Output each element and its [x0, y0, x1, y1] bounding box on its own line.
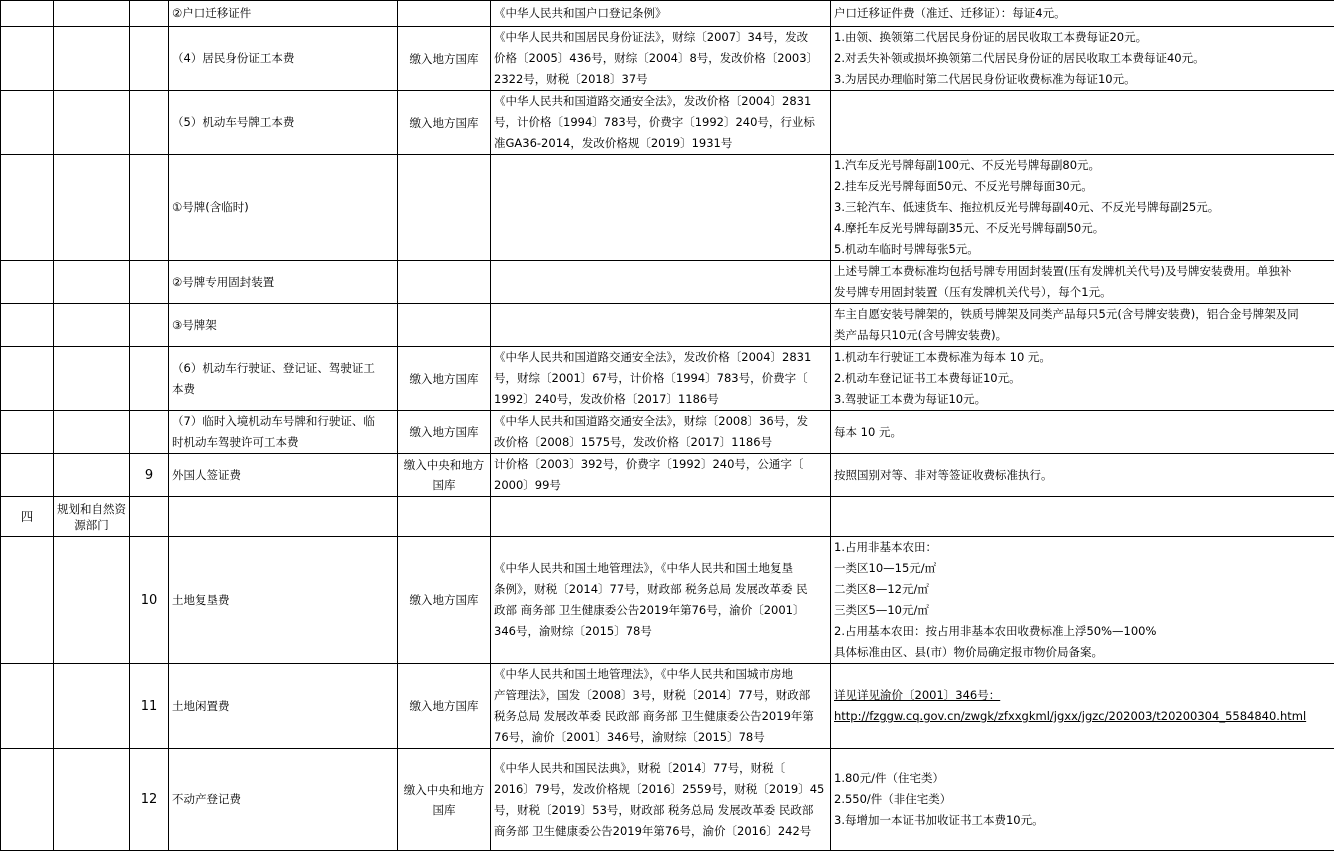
- fee-standard-cell: [831, 664, 1334, 749]
- fee-standard-cell: [831, 304, 1334, 347]
- item-name-cell: [169, 304, 398, 347]
- fee-standard-cell-line: 2.对丢失补领或损坏换领第二代居民身份证的居民收取工本费每证40元。: [834, 48, 1331, 69]
- legal-basis-cell: [491, 749, 831, 851]
- department-cell: [54, 27, 130, 91]
- destination-cell: [398, 411, 491, 454]
- item-name-cell: [169, 537, 398, 664]
- item-number-cell: [130, 27, 169, 91]
- fee-standard-cell-line: 三类区5—10元/㎡: [834, 600, 1331, 621]
- fee-standard-cell: [831, 261, 1334, 304]
- destination-cell-line: 缴入地方国库: [410, 372, 479, 386]
- legal-basis-cell: [491, 27, 831, 91]
- destination-cell-line: 国库: [433, 478, 456, 492]
- fee-standard-cell-line: 1.汽车反光号牌每副100元、不反光号牌每副80元。: [834, 155, 1331, 176]
- section-index-cell: [1, 155, 54, 261]
- section-index-cell: [1, 347, 54, 411]
- legal-basis-cell-line: 产管理法》，国发〔2008〕3号，财税〔2014〕77号，财政部: [494, 685, 827, 706]
- fee-standard-cell: [831, 454, 1334, 497]
- item-name-cell: [169, 347, 398, 411]
- fee-standard-cell: [831, 27, 1334, 91]
- legal-basis-cell-line: 《中华人民共和国道路交通安全法》，财综〔2008〕36号，发: [494, 411, 827, 432]
- legal-basis-cell: [491, 347, 831, 411]
- legal-basis-cell: [491, 664, 831, 749]
- fee-standard-cell-line: 1.占用非基本农田：: [834, 537, 1331, 558]
- department-cell: [54, 261, 130, 304]
- department-cell: [54, 1, 130, 27]
- section-index-cell: [1, 304, 54, 347]
- item-name-cell-line: 土地复垦费: [172, 590, 394, 611]
- fee-standard-cell-line: 类产品每只10元(含号牌安装费)。: [834, 325, 1331, 346]
- legal-basis-cell: [491, 155, 831, 261]
- department-cell: [54, 304, 130, 347]
- legal-basis-cell-line: 号，计价格〔1994〕783号，价费字〔1992〕240号，行业标: [494, 112, 827, 133]
- legal-basis-cell: [491, 411, 831, 454]
- table-row: [1, 664, 1334, 749]
- department-cell: [54, 537, 130, 664]
- section-index-cell: 四: [1, 497, 54, 537]
- fee-standard-cell: [831, 1, 1334, 27]
- fee-standard-cell: [831, 749, 1334, 851]
- legal-basis-cell-line: 改价格〔2008〕1575号，发改价格〔2017〕1186号: [494, 432, 827, 453]
- fee-standard-cell: [831, 347, 1334, 411]
- item-name-cell-line: ②户口迁移证件: [172, 3, 394, 24]
- item-number-cell: [130, 411, 169, 454]
- legal-basis-cell-line: 《中华人民共和国民法典》，财税〔2014〕77号，财税〔: [494, 758, 827, 779]
- destination-cell-line: 缴入地方国库: [410, 593, 479, 607]
- section-index-cell: [1, 749, 54, 851]
- section-index-cell: [1, 261, 54, 304]
- table-row: [1, 537, 1334, 664]
- fee-standard-cell-line: 2.机动车登记证书工本费每证10元。: [834, 368, 1331, 389]
- section-index-cell: [1, 537, 54, 664]
- department-cell: [54, 454, 130, 497]
- section-index-cell: [1, 411, 54, 454]
- destination-cell: [398, 155, 491, 261]
- legal-basis-cell-line: 2016〕79号，发改价格规〔2016〕2559号，财税〔2019〕45: [494, 779, 827, 800]
- destination-cell: [398, 347, 491, 411]
- item-number-cell: 11: [130, 664, 169, 749]
- destination-cell: [398, 497, 491, 537]
- item-name-cell: [169, 664, 398, 749]
- fee-standard-cell-line: 3.驾驶证工本费为每证10元。: [834, 389, 1331, 410]
- item-name-cell: [169, 1, 398, 27]
- item-name-cell-line: 土地闲置费: [172, 696, 394, 717]
- legal-basis-cell-line: 号，财税〔2019〕53号，财政部 税务总局 发展改革委 民政部: [494, 800, 827, 821]
- fee-standard-cell-line: 1.80元/件（住宅类）: [834, 768, 1331, 789]
- department-cell: [54, 347, 130, 411]
- legal-basis-cell-line: 1992〕240号，发改价格〔2017〕1186号: [494, 389, 827, 410]
- item-name-cell-line: 不动产登记费: [172, 789, 394, 810]
- destination-cell-line: 缴入地方国库: [410, 425, 479, 439]
- table-row: [1, 1, 1334, 27]
- legal-basis-cell-line: 《中华人民共和国土地管理法》，《中华人民共和国城市房地: [494, 664, 827, 685]
- fee-standard-cell-line: 1.由领、换领第二代居民身份证的居民收取工本费每证20元。: [834, 27, 1331, 48]
- legal-basis-cell-line: 2000〕99号: [494, 475, 827, 496]
- destination-cell: [398, 454, 491, 497]
- department-cell: [54, 155, 130, 261]
- section-index-cell: [1, 27, 54, 91]
- fee-standard-cell-line: 3.每增加一本证书加收证书工本费10元。: [834, 810, 1331, 831]
- legal-basis-cell-line: 价格〔2005〕436号，财综〔2004〕8号，发改价格〔2003〕: [494, 48, 827, 69]
- section-index-cell: [1, 1, 54, 27]
- legal-basis-cell-line: 号，财综〔2001〕67号，计价格〔1994〕783号，价费字〔: [494, 368, 827, 389]
- fee-standard-cell-line: 具体标准由区、县(市）物价局确定报市物价局备案。: [834, 642, 1331, 663]
- destination-cell: [398, 304, 491, 347]
- section-index-cell: [1, 454, 54, 497]
- item-number-cell: [130, 91, 169, 155]
- item-number-cell: [130, 1, 169, 27]
- item-name-cell-line: 时机动车驾驶许可工本费: [172, 432, 394, 453]
- fee-standard-cell-line: 3.为居民办理临时第二代居民身份证收费标准为每证10元。: [834, 69, 1331, 90]
- item-number-cell: [130, 497, 169, 537]
- item-number-cell: [130, 347, 169, 411]
- destination-cell: [398, 27, 491, 91]
- item-number-cell: 10: [130, 537, 169, 664]
- item-name-cell-line: ①号牌(含临时): [172, 197, 394, 218]
- destination-cell-line: 国库: [433, 803, 456, 817]
- item-name-cell: [169, 454, 398, 497]
- item-name-cell: [169, 91, 398, 155]
- legal-basis-cell-line: 准GA36-2014，发改价格规〔2019〕1931号: [494, 133, 827, 154]
- fee-standard-cell-line: 1.机动车行驶证工本费标准为每本 10 元。: [834, 347, 1331, 368]
- table-row: [1, 304, 1334, 347]
- table-row: [1, 261, 1334, 304]
- fee-standard-cell: [831, 411, 1334, 454]
- item-number-cell: 12: [130, 749, 169, 851]
- legal-basis-cell: [491, 454, 831, 497]
- destination-cell-line: 缴入中央和地方: [404, 458, 485, 472]
- table-row: [1, 454, 1334, 497]
- fee-standard-cell: [831, 155, 1334, 261]
- legal-basis-cell-line: 政部 商务部 卫生健康委公告2019年第76号，渝价〔2001〕: [494, 600, 827, 621]
- legal-basis-cell-line: 《中华人民共和国居民身份证法》，财综〔2007〕34号，发改: [494, 27, 827, 48]
- destination-cell: [398, 91, 491, 155]
- item-number-cell: [130, 304, 169, 347]
- fee-standard-cell-line: 4.摩托车反光号牌每副35元、不反光号牌每副50元。: [834, 218, 1331, 239]
- legal-basis-cell: [491, 537, 831, 664]
- item-name-cell-line: （7）临时入境机动车号牌和行驶证、临: [172, 411, 394, 432]
- fee-standard-cell: [831, 91, 1334, 155]
- table-row: [1, 749, 1334, 851]
- fee-standard-cell-line: 发号牌专用固封装置（压有发牌机关代号），每个1元。: [834, 282, 1331, 303]
- legal-basis-cell-line: 346号，渝财综〔2015〕78号: [494, 621, 827, 642]
- destination-cell: [398, 1, 491, 27]
- item-name-cell-line: ③号牌架: [172, 315, 394, 336]
- destination-cell: [398, 749, 491, 851]
- legal-basis-cell: [491, 1, 831, 27]
- legal-basis-cell-line: 2322号，财税〔2018〕37号: [494, 69, 827, 90]
- item-name-cell: [169, 261, 398, 304]
- item-name-cell: [169, 27, 398, 91]
- fee-standard-cell: [831, 537, 1334, 664]
- legal-basis-cell: [491, 304, 831, 347]
- legal-basis-cell-line: 《中华人民共和国户口登记条例》: [494, 3, 827, 24]
- item-number-cell: [130, 261, 169, 304]
- item-name-cell: [169, 749, 398, 851]
- fee-standard-cell: [831, 497, 1334, 537]
- fee-standard-cell-line: 按照国别对等、非对等签证收费标准执行。: [834, 465, 1331, 486]
- destination-cell: [398, 664, 491, 749]
- item-number-cell: [130, 155, 169, 261]
- section-index-cell: [1, 91, 54, 155]
- legal-basis-cell-line: 《中华人民共和国道路交通安全法》，发改价格〔2004〕2831: [494, 91, 827, 112]
- fee-standard-cell-line: 2.挂车反光号牌每面50元、不反光号牌每面30元。: [834, 176, 1331, 197]
- item-name-cell-line: 外国人签证费: [172, 465, 394, 486]
- legal-basis-cell: [491, 91, 831, 155]
- legal-basis-cell: [491, 497, 831, 537]
- legal-basis-cell-line: 计价格〔2003〕392号，价费字〔1992〕240号，公通字〔: [494, 454, 827, 475]
- destination-cell-line: 缴入地方国库: [410, 699, 479, 713]
- item-name-cell-line: ②号牌专用固封装置: [172, 272, 394, 293]
- item-name-cell: [169, 497, 398, 537]
- fee-standard-cell-line: 2.550/件（非住宅类）: [834, 789, 1331, 810]
- legal-basis-cell-line: 税务总局 发展改革委 民政部 商务部 卫生健康委公告2019年第: [494, 706, 827, 727]
- item-number-cell: 9: [130, 454, 169, 497]
- table-row: [1, 411, 1334, 454]
- legal-basis-cell-line: 条例》，财税〔2014〕77号，财政部 税务总局 发展改革委 民: [494, 579, 827, 600]
- item-name-cell-line: 本费: [172, 379, 394, 400]
- department-cell: 规划和自然资源部门: [54, 497, 130, 537]
- table-row: [1, 497, 1334, 537]
- section-index-cell: [1, 664, 54, 749]
- policy-link[interactable]: http://fzggw.cq.gov.cn/zwgk/zfxxgkml/jgxx/jgzc/202003/t20200304_5584840.html: [834, 706, 1331, 727]
- policy-link[interactable]: 详见详见渝价〔2001〕346号：: [834, 685, 1331, 706]
- fee-standard-cell-line: 3.三轮汽车、低速货车、拖拉机反光号牌每副40元、不反光号牌每副25元。: [834, 197, 1331, 218]
- destination-cell: [398, 537, 491, 664]
- legal-basis-cell: [491, 261, 831, 304]
- item-name-cell-line: （4）居民身份证工本费: [172, 48, 394, 69]
- destination-cell: [398, 261, 491, 304]
- table-row: [1, 155, 1334, 261]
- fee-standard-cell-line: 2.占用基本农田：按占用非基本农田收费标准上浮50%—100%: [834, 621, 1331, 642]
- legal-basis-cell-line: 《中华人民共和国道路交通安全法》，发改价格〔2004〕2831: [494, 347, 827, 368]
- fee-standard-cell-line: 每本 10 元。: [834, 422, 1331, 443]
- fee-table-body: [1, 1, 1334, 851]
- table-row: [1, 27, 1334, 91]
- fee-standard-cell-line: 5.机动车临时号牌每张5元。: [834, 239, 1331, 260]
- destination-cell-line: 缴入地方国库: [410, 52, 479, 66]
- table-row: [1, 347, 1334, 411]
- fee-standard-cell-line: 上述号牌工本费标准均包括号牌专用固封装置(压有发牌机关代号)及号牌安装费用。单独补: [834, 261, 1331, 282]
- legal-basis-cell-line: 商务部 卫生健康委公告2019年第76号，渝价〔2016〕242号: [494, 821, 827, 842]
- fee-standard-cell-line: 二类区8—12元/㎡: [834, 579, 1331, 600]
- item-name-cell-line: （5）机动车号牌工本费: [172, 112, 394, 133]
- fee-standard-cell-line: 户口迁移证件费（准迁、迁移证）：每证4元。: [834, 3, 1331, 24]
- item-name-cell: [169, 411, 398, 454]
- fee-standard-cell-line: 车主自愿安装号牌架的，铁质号牌架及同类产品每只5元(含号牌安装费)，铝合金号牌架及同: [834, 304, 1331, 325]
- department-cell: [54, 749, 130, 851]
- legal-basis-cell-line: 《中华人民共和国土地管理法》，《中华人民共和国土地复垦: [494, 558, 827, 579]
- item-name-cell-line: （6）机动车行驶证、登记证、驾驶证工: [172, 358, 394, 379]
- destination-cell-line: 缴入中央和地方: [404, 783, 485, 797]
- department-cell: [54, 664, 130, 749]
- fee-standard-cell-line: 一类区10—15元/㎡: [834, 558, 1331, 579]
- item-name-cell: [169, 155, 398, 261]
- destination-cell-line: 缴入地方国库: [410, 116, 479, 130]
- table-row: [1, 91, 1334, 155]
- department-cell: [54, 91, 130, 155]
- legal-basis-cell-line: 76号，渝价〔2001〕346号，渝财综〔2015〕78号: [494, 727, 827, 748]
- department-cell: [54, 411, 130, 454]
